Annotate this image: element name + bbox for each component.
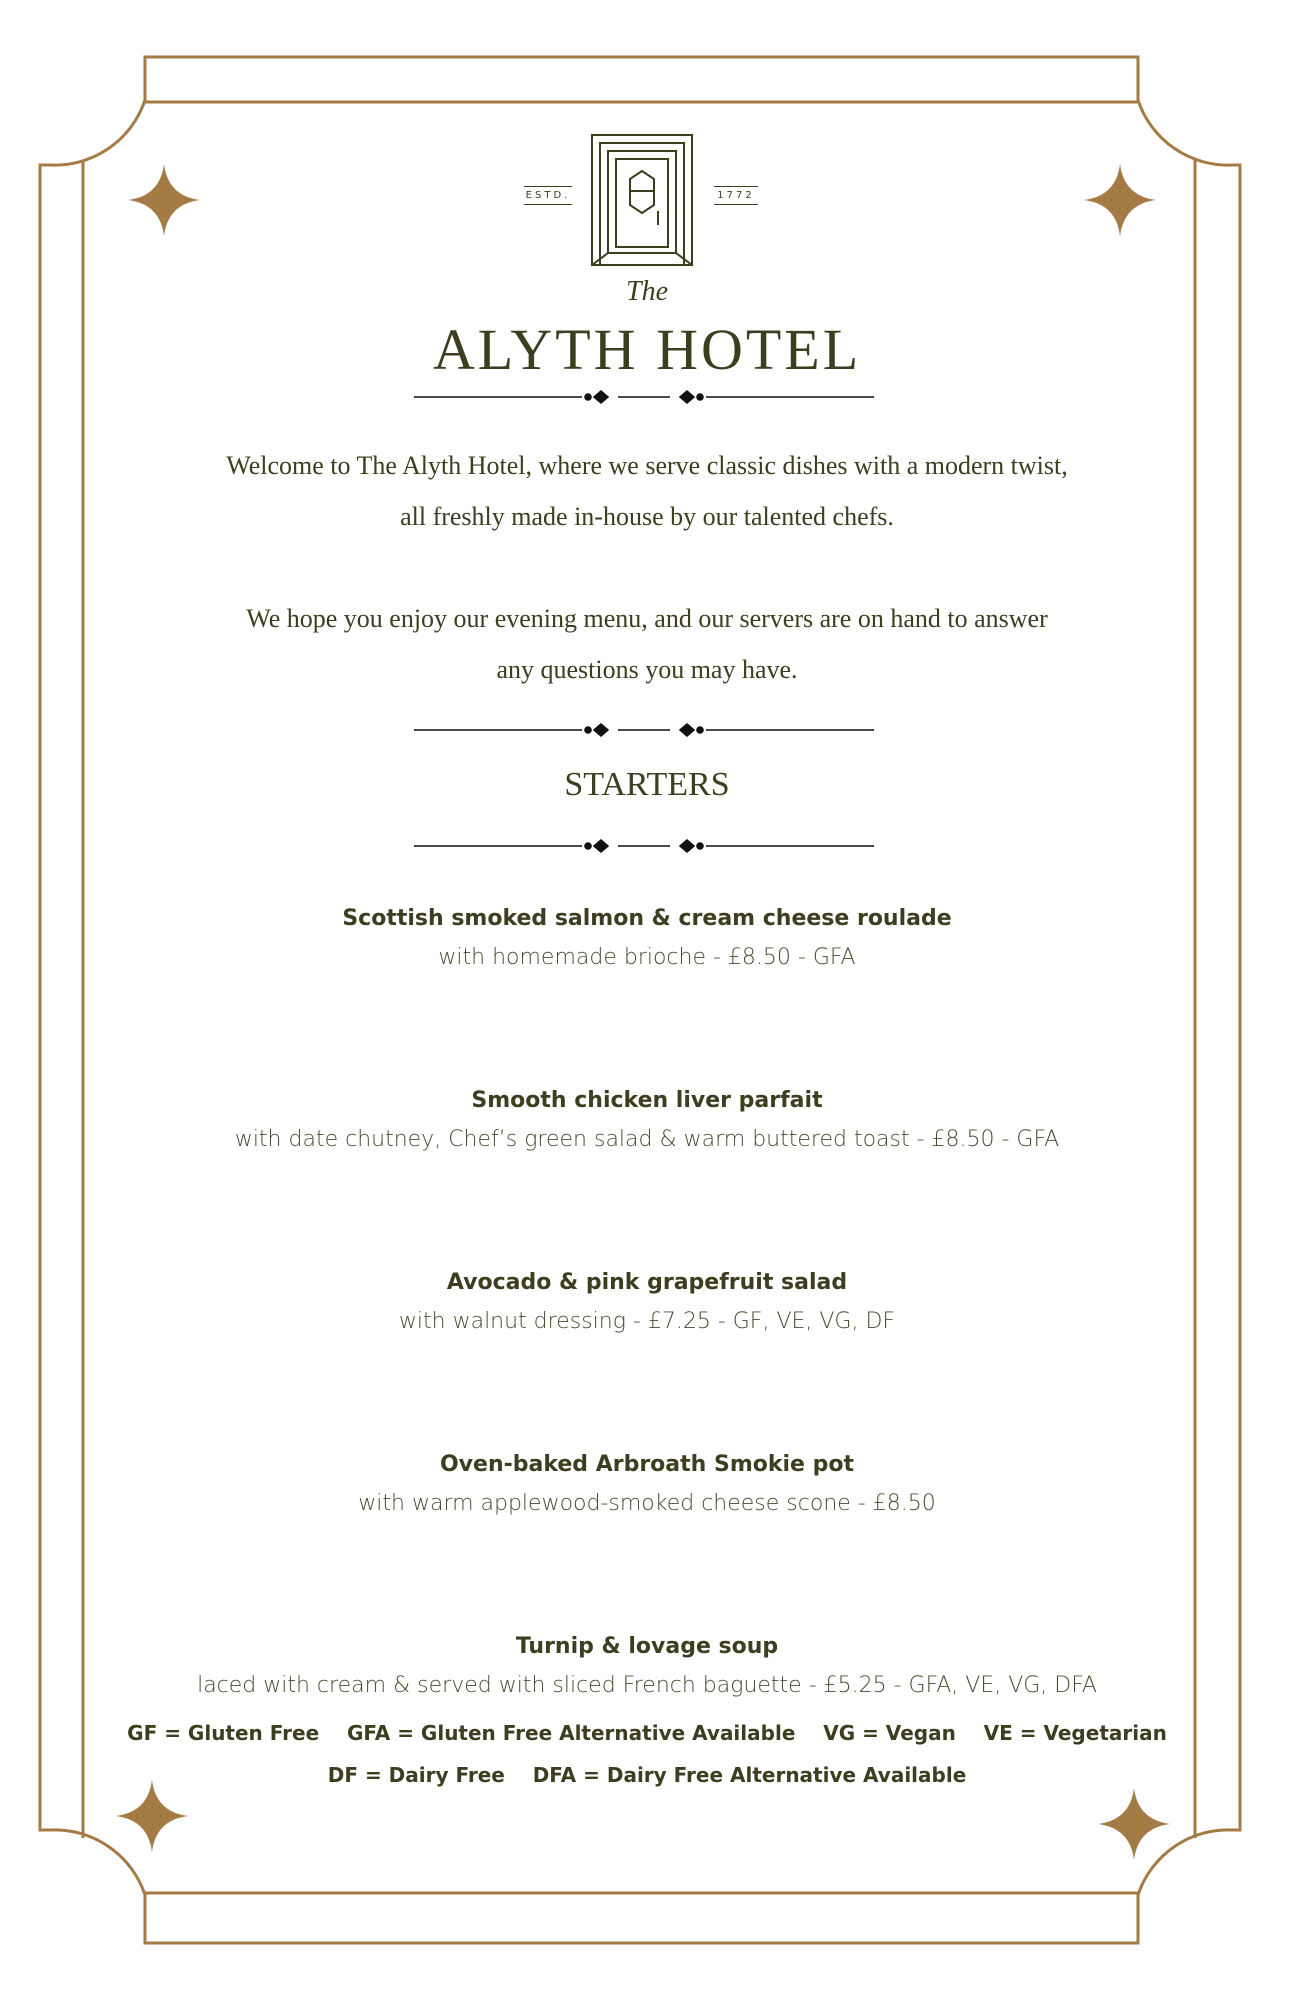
intro-line-4: any questions you may have. [496,655,798,684]
dish-description: laced with cream & served with sliced French baguette - £5.25 - GFA, VE, VG, DFA [197,1673,1097,1698]
list-item [0,1634,1294,1698]
dish-name: Scottish smoked salmon & cream cheese roulade [342,906,952,931]
dish-name: Avocado & pink grapefruit salad [446,1270,848,1295]
logo-the: The [626,276,668,307]
list-item [0,906,1294,970]
estd-label: ESTD. [524,186,572,205]
starters-list [0,906,1294,1816]
door-logo-icon [590,133,694,267]
dish-description: with walnut dressing - £7.25 - GF, VE, VG, DF [398,1309,896,1334]
intro-line-2: all freshly made in-house by our talented chefs. [400,502,894,531]
list-item [0,1452,1294,1516]
hotel-name: ALYTH HOTEL [432,317,862,382]
ornamental-divider [414,835,874,857]
ornamental-divider [414,719,874,741]
legend-line-1: GF = Gluten Free GFA = Gluten Free Alternative Available VG = Vegan VE = Vegetarian [127,1721,1167,1745]
dish-description: with date chutney, Chef’s green salad & warm buttered toast - £8.50 - GFA [234,1127,1060,1152]
dish-name: Turnip & lovage soup [515,1634,779,1659]
legend-line-2: DF = Dairy Free DFA = Dairy Free Alternative Available [327,1763,967,1787]
dish-description: with warm applewood-smoked cheese scone - £8.50 [358,1491,936,1516]
list-item [0,1088,1294,1152]
sparkle-icon [1082,162,1158,238]
intro-line-1: Welcome to The Alyth Hotel, where we serve classic dishes with a modern twist, [226,451,1068,480]
section-title: STARTERS [564,766,730,803]
dish-name: Oven-baked Arbroath Smokie pot [439,1452,854,1477]
dietary-legend [0,1712,1294,1796]
established-year: 1772 [714,186,758,205]
list-item [0,1270,1294,1334]
dish-name: Smooth chicken liver parfait [471,1088,823,1113]
intro-line-3: We hope you enjoy our evening menu, and our servers are on hand to answer [246,604,1048,633]
ornamental-divider [414,386,874,408]
dish-description: with homemade brioche - £8.50 - GFA [438,945,856,970]
intro-text [0,440,1294,695]
sparkle-icon [126,162,202,238]
